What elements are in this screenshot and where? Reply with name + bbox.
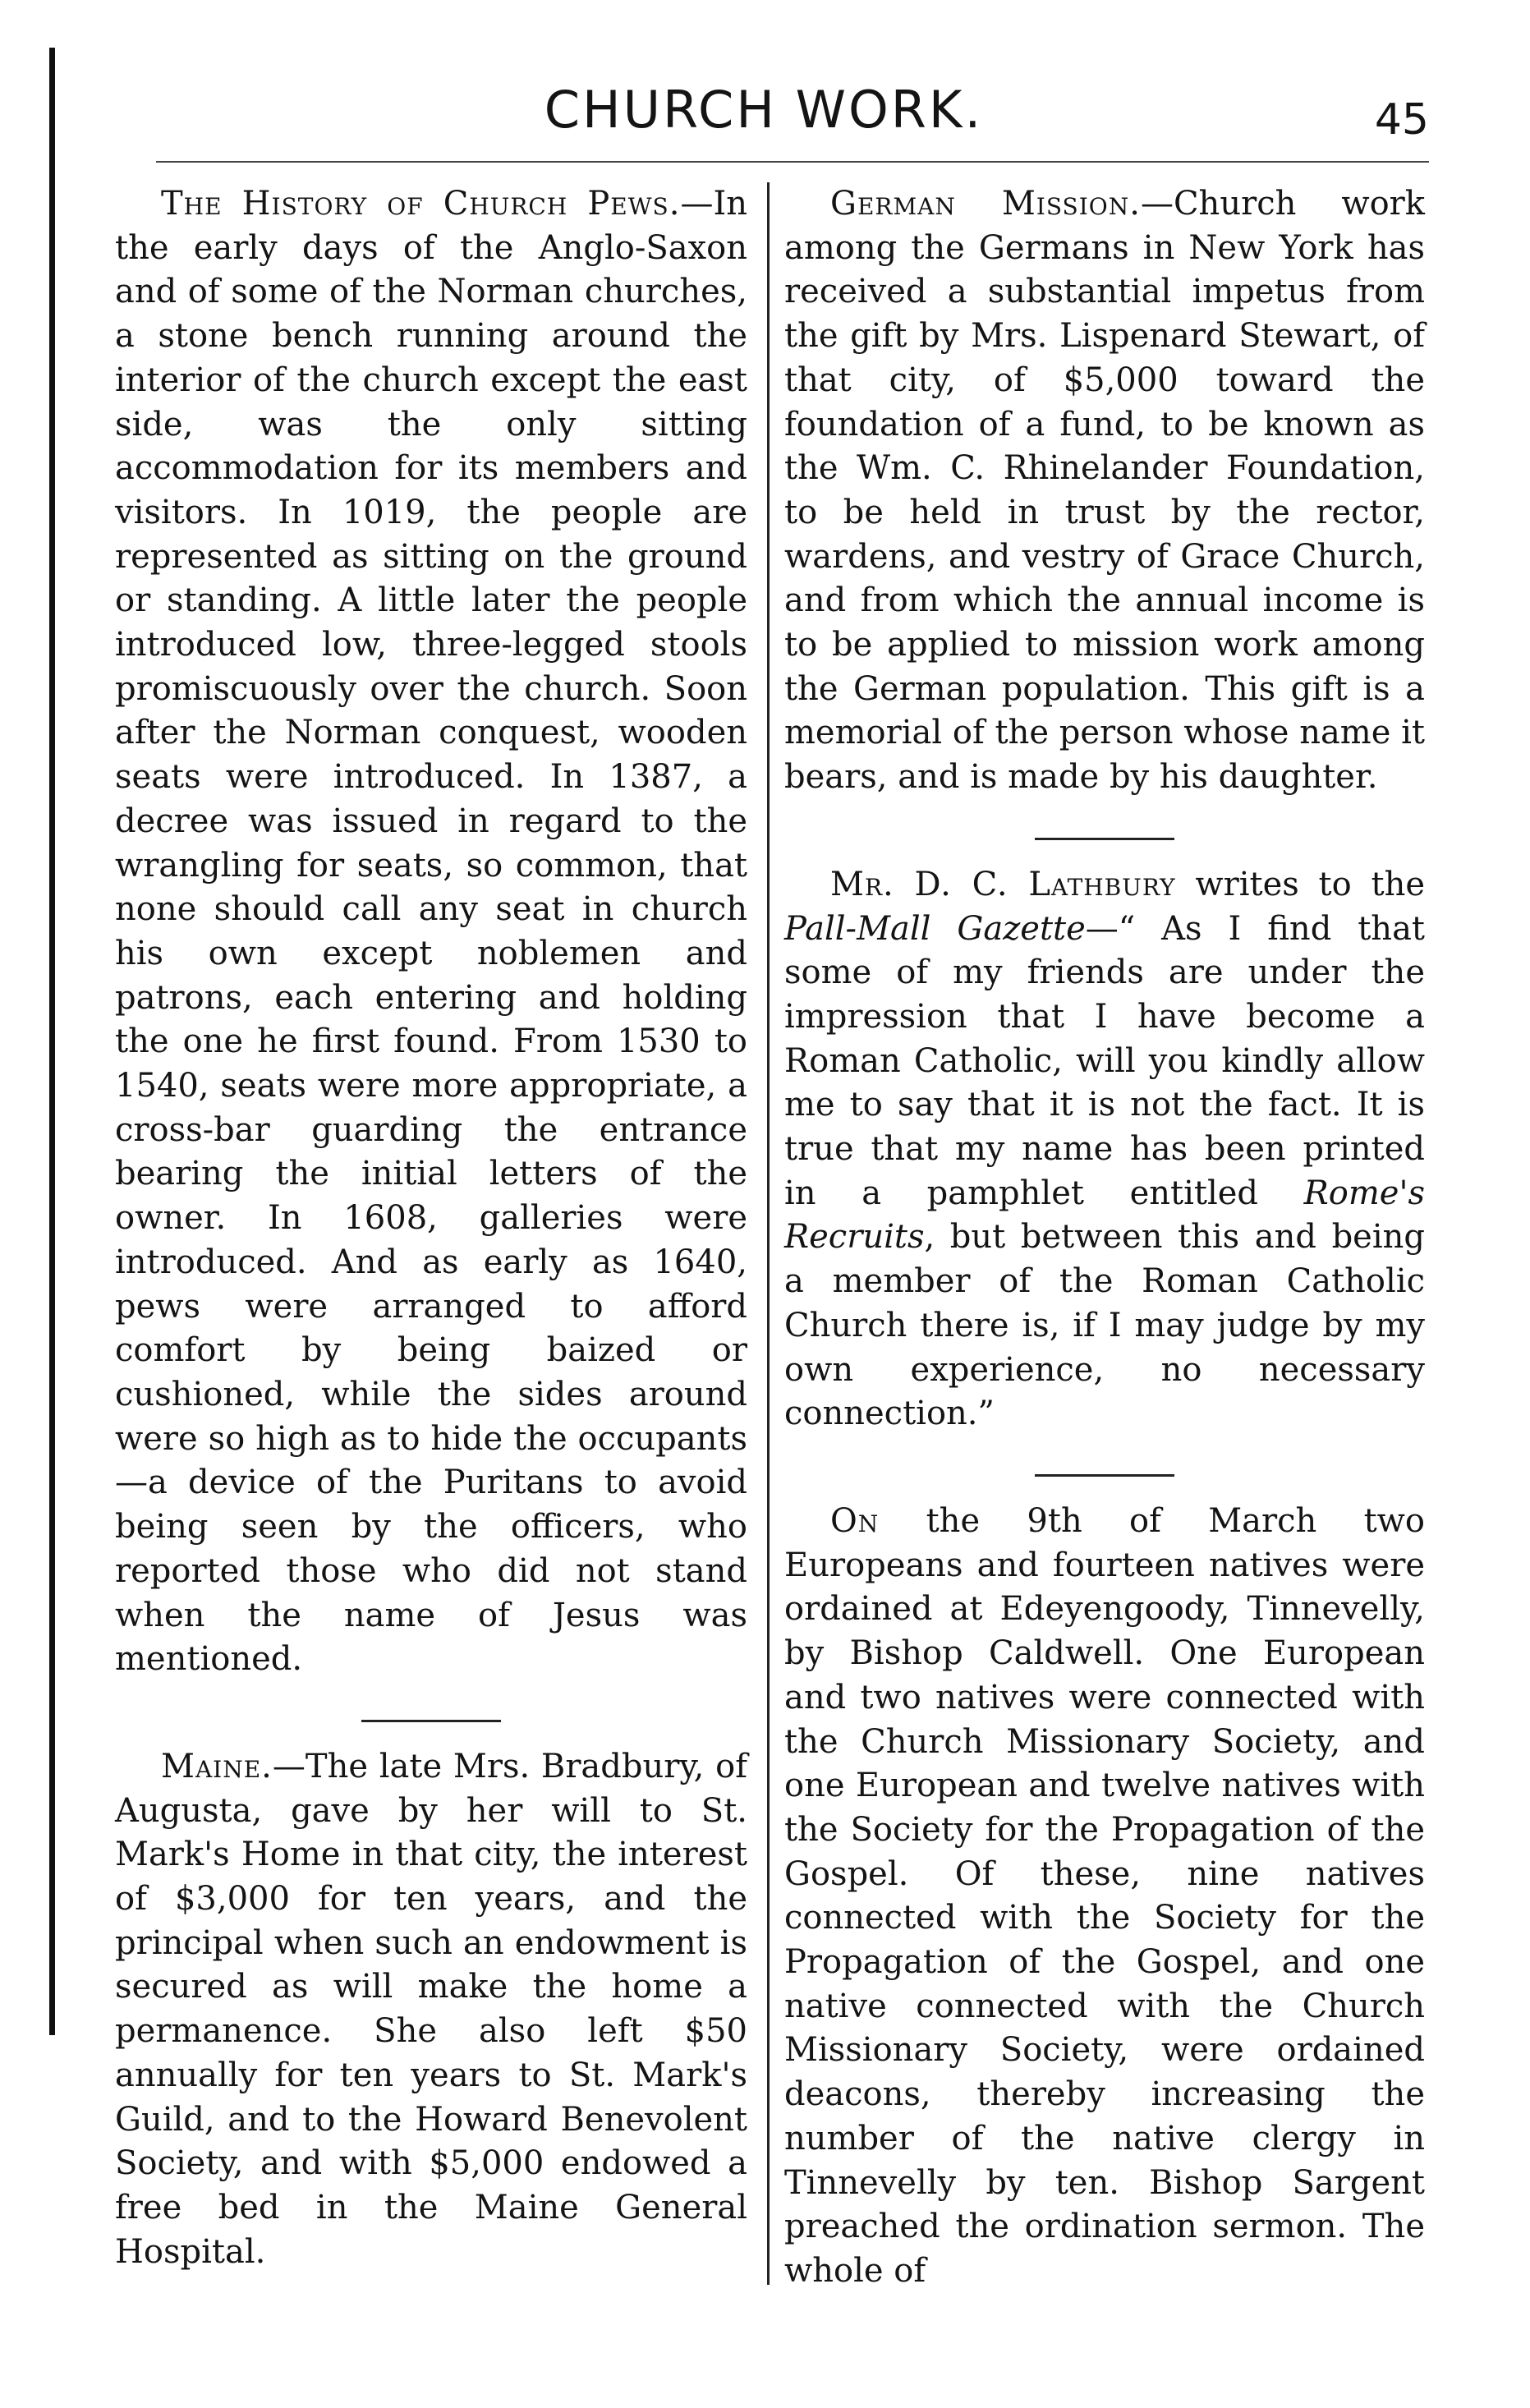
article-paragraph <box>784 182 1425 800</box>
page-title: CHURCH WORK. <box>544 80 984 140</box>
article-paragraph <box>784 1500 1425 2294</box>
pamphlet-title: Rome's Recruits <box>784 1174 1425 1257</box>
article-paragraph <box>784 863 1425 1436</box>
article-heading: On <box>830 1501 880 1540</box>
section-separator <box>361 1720 501 1722</box>
publication-title: Pall-Mall Gazette <box>784 909 1086 948</box>
article-heading: Mr. D. C. Lathbury <box>830 865 1176 903</box>
article-maine <box>115 1745 747 2274</box>
article-body: —Church work among the Germans in New York has received a substantial impetus from the gift by Mrs. Lispenard Stewart, of that city, of $5,000 toward the foundation of a fund, to be known as the Wm. C. Rhinelander Foundation, to be held in trust by the rector, wardens, and vestry of Grace Church, and from which the annual income is to be applied to mission work among the German population. This gift is a memorial of the person whose name it bears, and is made by his daughter. <box>784 185 1426 797</box>
right-column <box>784 182 1425 2294</box>
article-heading: The History of Church Pews. <box>161 185 681 223</box>
running-head <box>99 76 1429 145</box>
article-body: writes to the <box>1175 865 1425 903</box>
article-body: the 9th of March two Europeans and fourteen natives were ordained at Edeyengoody, Tinnevelly, by Bishop Caldwell. One European and two natives were connected with the Church Missionary Society, and one European and twelve natives with the Society for the Propagation of the Gospel. Of these, nine natives connected with the Society for the Propagation of the Gospel, and one native connected with the Church Missionary Society, were ordained deacons, thereby increasing the number of the native clergy in Tinnevelly by ten. Bishop Sargent preached the ordination sermon. The whole of <box>784 1501 1425 2290</box>
section-separator <box>1035 1474 1174 1477</box>
column-divider <box>767 182 770 2285</box>
article-german-mission <box>784 182 1425 800</box>
left-margin-rule <box>49 48 55 2035</box>
article-body: —In the early days of the Anglo-Saxon and of some of the Norman churches, a stone bench running around the interior of the church except the east side, was the only sitting accommodation for its members and visitors. In 1019, the people are represented as sitting on the ground or standing. A little later the people introduced low, three-legged stools promiscuously over the church. Soon after the Norman conquest, wooden seats were introduced. In 1387, a decree was issued in regard to the wrangling for seats, so common, that none should call any seat in church his own except noblemen and patrons, each entering and holding the one he first found. From 1530 to 1540, seats were more appropriate, a cross-bar guarding the entrance bearing the initial letters of the owner. In 1608, galleries were introduced. And as early as 1640, pews were arranged to afford comfort by being baized or cushioned, while the sides around were so high as to hide the occupants—a device of the Puritans to avoid being seen by the officers, who reported those who did not stand when the name of Jesus was mentioned. <box>115 185 747 1679</box>
article-paragraph <box>115 1745 747 2274</box>
article-church-pews <box>115 182 747 1682</box>
article-body: , but between this and being a member of the Roman Catholic Church there is, if I may judge by my own experience, no necessary connection.” <box>784 1218 1425 1433</box>
article-tinnevelly-ordination <box>784 1500 1425 2294</box>
left-column <box>115 182 747 2274</box>
article-paragraph <box>115 182 747 1682</box>
page-number: 45 <box>1374 95 1429 145</box>
article-lathbury <box>784 863 1425 1436</box>
article-body: —“ As I find that some of my friends are under the impression that I have become a Roman Catholic, will you kindly allow me to say that it is not the fact. It is true that my name has been printed in a pamphlet entitled <box>784 909 1425 1212</box>
section-separator <box>1035 838 1174 840</box>
article-body: —The late Mrs. Bradbury, of Augusta, gave by her will to St. Mark's Home in that city, the interest of $3,000 for ten years, and the principal when such an endowment is secured as will make the home a permanence. She also left $50 annually for ten years to St. Mark's Guild, and to the Howard Benevolent Society, and with $5,000 endowed a free bed in the Maine General Hospital. <box>115 1747 747 2271</box>
article-heading: Maine. <box>161 1747 273 1785</box>
header-rule <box>156 161 1429 163</box>
article-heading: German Mission. <box>830 185 1141 223</box>
